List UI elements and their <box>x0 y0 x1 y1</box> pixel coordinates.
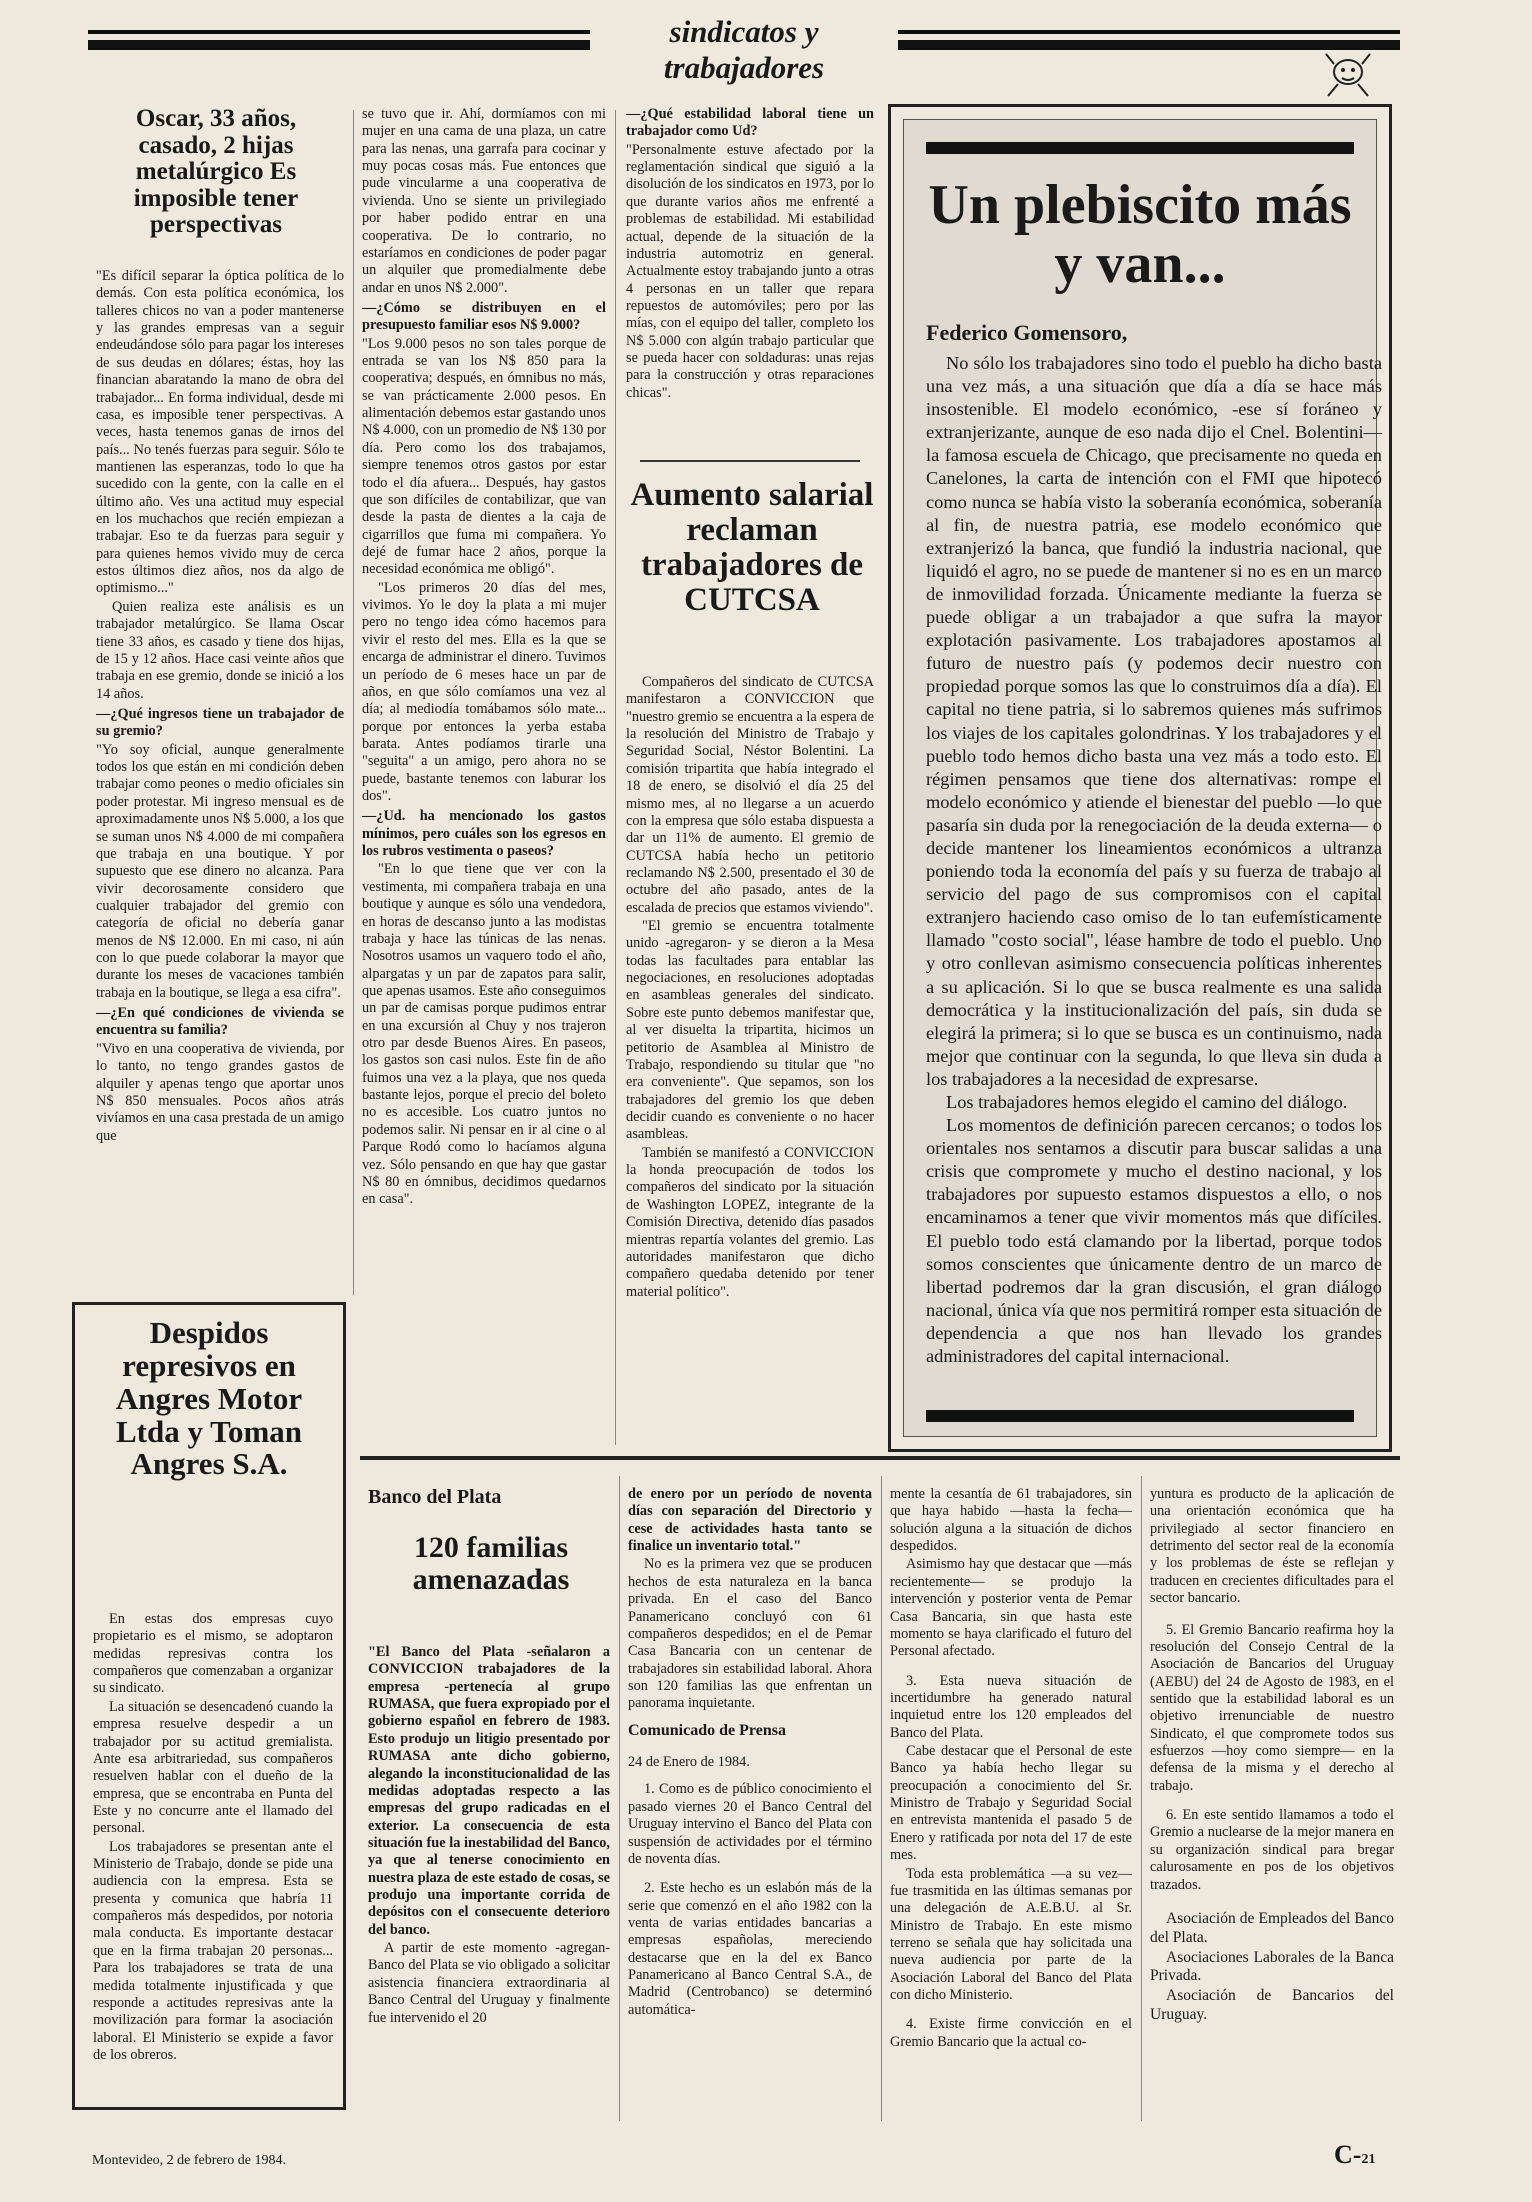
comunicado-item: 4. Existe firme convicción en el Gremio Bancario que la actual co- <box>890 2016 1132 2050</box>
banco-column-2 <box>628 1486 872 2122</box>
banco-paragraph: Cabe destacar que el Personal de este Banco ya había hecho llegar su preocupación a conocimiento del Sr. Ministro de Trabajo y Seguridad Social en entrevista mantenida el pasado 5 de Enero y ratificada por nota del 17 de este mes. <box>890 1743 1132 1864</box>
cutcsa-body <box>626 674 874 1448</box>
banco-column-1 <box>368 1644 610 2122</box>
oscar-paragraph: "Es difícil separar la óptica política de lo demás. Con esta política económica, los talleres chicos no van a poder mantenerse y las grandes empresas van a seguir endeudándose sólo para pagar los intereses de sus deudas en dólares; éstas, hoy las financian abaratando la mano de obra del trabajador... En forma individual, desde mi casa, es imposible tener perspectivas. A veces, hasta tenemos ganas de irnos del país... No tenés fuerzas para seguir. Sólo te mantienen las esperanzas, todo lo que ha sucedido con la gente, con la calle en el último año. Ves una actitud muy especial en los muchachos que recién empiezan a trabajar. Eso te da fuerzas para seguir y para quienes hemos vivido muy de cerca estos últimos diez años, nos da algo de optimismo..." <box>96 268 344 597</box>
banco-column-4 <box>1150 1486 1394 2122</box>
oscar-column-3 <box>626 106 874 456</box>
plebiscito-paragraph: Los trabajadores hemos elegido el camino del diálogo. <box>946 1092 1348 1112</box>
mascot-illustration-icon <box>1318 50 1378 102</box>
banco-top-rule <box>360 1456 1400 1460</box>
oscar-answer: "Yo soy oficial, aunque generalmente todos los que están en mi condición deben trabajar como peones o medio oficiales sin poder protestar. Mi ingreso mensual es de aproximadamente unos N$ 5.000, a los que se suman unos N$ 4.000 de mi compañera que trabaja en una boutique. Y por supuesto que ese dinero no alcanza. Para vivir decorosamente considero que cualquier trabajador del gremio con categoría de oficial no debería ganar menos de N$ 12.000. En mi caso, ni aún con lo que puede colaborar la mayor que durante los meses de vacaciones también trabaja en la boutique, se llega a esa cifra". <box>96 741 344 1001</box>
comunicado-item: 2. Este hecho es un eslabón más de la serie que comenzó en el año 1982 con la venta de varias entidades bancarias a empresas españolas, mereciendo destacarse que en la del ex Banco Panamericano al Banco Central S.A., de Madrid (Centrobanco) se determinó automática- <box>628 1880 872 2018</box>
oscar-answer: "Los 9.000 pesos no son tales porque de entrada se van los N$ 850 para la cooperativa; después, en ómnibus no más, se van prácticamente 2.000 pesos. En alimentación debemos estar gastando unos N$ 4.000, con un promedio de N$ 130 por día. Pero como los dos trabajamos, siempre tenemos otros gastos por estar todo el día afuera... Después, hay gastos que son difíciles de contabilizar, que van desde la pasta de dientes a la caja de cigarrillos que fuma mi compañera. Yo dejé de fumar hace 2 años, porque la necesidad económica me obligó". <box>362 335 606 578</box>
page-number-value: 21 <box>1361 2152 1376 2167</box>
signature: Asociaciones Laborales de la Banca Privada. <box>1150 1948 1394 1985</box>
banco-paragraph-bold: de enero por un período de noventa días con separación del Directorio y cese de actividades hasta tanto se finalice un inventario total." <box>628 1486 872 1555</box>
page-number: C-21 <box>1334 2140 1376 2169</box>
despidos-body <box>93 1611 333 2101</box>
column-divider <box>353 110 354 1295</box>
plebiscito-box <box>888 104 1392 1452</box>
oscar-column-2 <box>362 106 606 1446</box>
banco-lead: "El Banco del Plata -señalaron a CONVICCION trabajadores de la empresa -pertenecía al grupo RUMASA, que fuera expropiado por el gobierno español en febrero de 1983. Esto produjo un litigio presentado por RUMASA ante dicho gobierno, alegando la inconstitucionalidad de las medidas adoptadas respecto a las empresas del grupo radicadas en el exterior. La consecuencia de esta situación fue la inestabilidad del Banco, ya que al tenerse conocimiento en nuestra plaza de este estado de cosas, se produjo una importante corrida de depósitos con el consecuente deterioro del banco. <box>368 1644 610 1938</box>
comunicado-item: 6. En este sentido llamamos a todo el Gremio a nuclearse de la mejor manera en su organización sindical para bregar calurosamente en pos de los objetivos trazados. <box>1150 1807 1394 1893</box>
article-divider <box>640 460 860 462</box>
comunicado-title: Comunicado de Prensa <box>628 1721 786 1739</box>
banco-paragraph: mente la cesantía de 61 trabajadores, sin que haya habido —hasta la fecha— solución alguna a la situación de dichos despedidos. <box>890 1486 1132 1555</box>
signature: Asociación de Bancarios del Uruguay. <box>1150 1987 1394 2024</box>
cutcsa-paragraph: Compañeros del sindicato de CUTCSA manifestaron a CONVICCION que "nuestro gremio se encuentra a la espera de la resolución del Ministro de Trabajo y Seguridad Social, Néstor Bolentini. La comisión tripartita que había integrado el 18 de enero, se disolvió el día 25 del mismo mes, al no llegarse a un acuerdo con la empresa que sólo estaba dispuesta a dar un 11% de aumento. El gremio de CUTCSA había hecho un petitorio reclamando N$ 2.500, presentado el 30 de octubre del año pasado, antes de la escalada de precios que estamos viviendo". <box>626 674 874 916</box>
oscar-answer: "En lo que tiene que ver con la vestimenta, mi compañera trabaja en una boutique y aunque es sólo una vendedora, en horas de descanso junto a las modistas trabaja y hace las túnicas de las nenas. Nosotros usamos un vaquero todo el año, alpargatas y un par de zapatos para salir, que apenas usamos. Este año conseguimos un par de camisas porque pudimos entrar en una excursión al Chuy y nos trajeron otro par desde Buenos Aires. En paseos, los gastos son casi nulos. Este fin de año fuimos una vez a la playa, que nos queda bastante lejos, porque el precio del boleto no es accesible. Los cuatro juntos no podemos salir. Ni pensar en ir al cine o al Parque Rodó como lo hacíamos alguna vez. Sólo pensando en que hay que gastar N$ 80 en ómnibus, decidimos quedarnos en casa". <box>362 861 606 1208</box>
masthead-bar-right <box>898 30 1400 50</box>
oscar-answer: "Los primeros 20 días del mes, vivimos. Yo le doy la plata a mi mujer pero no tengo idea cómo hacemos para vivir el resto del mes. Ella es la que se encarga de administrar el dinero. Tuvimos un período de 6 meses hace un par de años, en que sólo comíamos una vez al día; al mediodía tomábamos sólo mate... porque por entonces la yerba estaba barata. Antes podíamos tirarle una "seguita" a un amigo, pero ahora no se puede, bastante tenemos con laburar los dos". <box>362 579 606 805</box>
banco-paragraph: A partir de este momento -agregan- Banco del Plata se vio obligado a solicitar asistencia financiera extraordinaria al Banco Central del Uruguay y finalmente fue intervenido el 20 <box>368 1940 610 2026</box>
cutcsa-headline: Aumento salarial reclaman trabajadores de CUTCSA <box>630 477 874 618</box>
despidos-paragraph: La situación se desencadenó cuando la empresa resuelve despedir a un trabajador por su actitud gremialista. Ante esa arbitrariedad, sus compañeros resuelven hablar con el dueño de la empresa, que se encontraba en Punta del Este y no concurre ante el llamado del personal. <box>93 1698 333 1837</box>
dateline: Montevideo, 2 de febrero de 1984. <box>92 2153 286 2168</box>
comunicado-item: 1. Como es de público conocimiento el pasado viernes 20 el Banco Central del Uruguay intervino el Banco del Plata con suspensión de actividades por el término de noventa días. <box>628 1781 872 1867</box>
page-mark: C <box>1334 2140 1353 2169</box>
section-title: sindicatos y trabajadores <box>663 14 825 85</box>
oscar-answer: "Vivo en una cooperativa de vivienda, por lo tanto, no tengo grandes gastos de alquiler y apenas tengo que aportar unos N$ 850 mensuales. Pocos años atrás vivíamos en una casa prestada de un amigo que <box>96 1040 344 1144</box>
comunicado-date: 24 de Enero de 1984. <box>628 1754 750 1771</box>
oscar-question: —¿En qué condiciones de vivienda se encuentra su familia? <box>96 1005 344 1039</box>
oscar-question: —¿Qué ingresos tiene un trabajador de su gremio? <box>96 705 344 740</box>
banco-paragraph: yuntura es producto de la aplicación de una orientación económica que ha privilegiado al sector financiero en detrimento del sector real de la economía y los problemas de éste se reflejan y traducen en crecientes dificultades para el sector bancario. <box>1150 1486 1394 1607</box>
banco-paragraph: Toda esta problemática —a su vez— fue trasmitida en las últimas semanas por una delegación de A.E.B.U. al Sr. Ministro de Trabajo. En este mismo terreno se señala que hay solicitada una nueva audiencia por parte de la Asociación Laboral del Banco del Plata con dicho Ministerio. <box>890 1865 1132 2004</box>
despidos-paragraph: Los trabajadores se presentan ante el Ministerio de Trabajo, donde se pide una audiencia con la empresa. Esta se presenta y comunica que habría 11 compañeros más despedidos, por notoria mala conducta. Es importante destacar que en la firma trabajan 20 personas... Para los trabajadores se trata de una medida totalmente injustificada y que responde a actitudes represivas ante la movilización para formar la asociación laboral. El Ministerio se expide a favor de los obreros. <box>93 1838 333 2063</box>
comunicado-item: 3. Esta nueva situación de incertidumbre ha generado natural inquietud entre los 120 empleados del Banco del Plata. <box>890 1672 1132 1741</box>
column-divider <box>615 110 616 1445</box>
column-divider <box>619 1476 620 2121</box>
signature: Asociación de Empleados del Banco del Plata. <box>1150 1909 1394 1946</box>
despidos-box <box>72 1302 346 2110</box>
banco-headline: 120 familias amenazadas <box>412 1531 570 1596</box>
oscar-answer: "Personalmente estuve afectado por la reglamentación sindical que siguió a la disolución de los sindicatos en 1973, por lo que durante varios años me enfrenté a problemas de estabilidad. Mi estabilidad actual, depende de la situación de la industria automotriz en general. Actualmente estoy trabajando junto a otras 4 personas en un taller que repara repuestos de automóviles; pero por las mías, con el equipo del taller, completo los N$ 5.000 con algún trabajo particular que se pueda hacer con soldaduras: unas rejas para la construcción y otras reparaciones chicas". <box>626 141 874 401</box>
plebiscito-paragraph: Los momentos de definición parecen cercanos; o todos los orientales nos sentamos a discutir para buscar salidas a una crisis que compromete y mucho el destino nacional, y los trabajadores por supuesto estamos dispuestos a ello, o nos encaminamos a tener que vivir momentos más que difíciles. El pueblo todo está clamando por la libertad, porque todos somos conscientes que únicamente dentro de un marco de libertad podremos dar la gran discusión, el gran diálogo nacional, única vía que nos permitirá romper esta situación de dependencia a que nos han llevado los grandes administradores del capital internacional. <box>926 1115 1382 1367</box>
oscar-column-1 <box>96 268 344 1292</box>
oscar-question: —¿Ud. ha mencionado los gastos mínimos, pero cuáles son los egresos en los rubros vestimenta o paseos? <box>362 808 606 860</box>
column-divider <box>1141 1476 1142 2121</box>
cutcsa-paragraph: "El gremio se encuentra totalmente unido -agregaron- y se dieron a la Mesa todas las facultades para entablar las negociaciones, en resoluciones adoptadas en asambleas generales del sindicato. Sobre este punto debemos manifestar que, al ver disuelta la tripartita, hicimos un petitorio de Asamblea al Ministro de Trabajo, respondiendo su titular que "no era conveniente". Que sepamos, son los trabajadores del gremio los que deben decidir cuando es conveniente o no hacer asambleas. <box>626 918 874 1143</box>
banco-kicker: Banco del Plata <box>368 1486 502 1508</box>
plebiscito-title: Un plebiscito más y van... <box>928 174 1352 295</box>
despidos-paragraph: En estas dos empresas cuyo propietario es el mismo, se adoptaron medidas represivas contra los compañeros que comenzaban a organizar su sindicato. <box>93 1611 333 1697</box>
banco-column-3 <box>890 1486 1132 2122</box>
oscar-headline: Oscar, 33 años, casado, 2 hijas metalúrgico Es imposible tener perspectivas <box>133 105 299 238</box>
banco-paragraph: Asimismo hay que destacar que —más recientemente— se produjo la intervención y posterior venta de Pemar Casa Bancaria, sin que hasta este momento se haya clarificado el futuro del Personal afectado. <box>890 1556 1132 1660</box>
oscar-paragraph: se tuvo que ir. Ahí, dormíamos con mi mujer en una cama de una plaza, un catre para las nenas, una garrafa para cocinar y muy pocas cosas más. Fue entonces que pude vincularme a una cooperativa de vivienda. Uno se siente un privilegiado por haber podido entrar en una cooperativa. De lo contrario, no estaríamos en condiciones de poder pagar un alquiler que promedialmente debe andar en unos N$ 2.000". <box>362 106 606 296</box>
oscar-question: —¿Qué estabilidad laboral tiene un trabajador como Ud? <box>626 106 874 140</box>
column-divider <box>881 1476 882 2121</box>
masthead-bar-left <box>88 30 590 50</box>
box-rule-bottom <box>926 1410 1354 1422</box>
despidos-headline: Despidos represivos en Angres Motor Ltda y Toman Angres S.A. <box>115 1315 303 1482</box>
plebiscito-body <box>926 352 1382 1432</box>
masthead <box>88 14 1400 85</box>
plebiscito-author: Federico Gomensoro, <box>926 320 1128 345</box>
box-rule-top <box>926 142 1354 154</box>
banco-paragraph: No es la primera vez que se producen hechos de esta naturaleza en la banca privada. En el caso del Banco Panamericano concluyó con 61 compañeros despedidos; en el de Pemar Casa Bancaria con un centenar de trabajadores sin estabilidad laboral. Ahora son 120 familias las que enfrentan un panorama inquietante. <box>628 1556 872 1712</box>
cutcsa-paragraph: También se manifestó a CONVICCION la honda preocupación de todos los compañeros del sindicato por la situación de Washington LOPEZ, integrante de la Comisión Directiva, detenido días pasados mientras repartía volantes del gremio. Las autoridades manifestaron que dicho compañero quedaba detenido por tener material político". <box>626 1144 874 1300</box>
oscar-paragraph: Quien realiza este análisis es un trabajador metalúrgico. Se llama Oscar tiene 33 años, es casado y tiene dos hijas, de 15 y 12 años. Hace casi veinte años que trabaja en ese gremio, donde se inició a los 14 años. <box>96 598 344 702</box>
plebiscito-paragraph: No sólo los trabajadores sino todo el pueblo ha dicho basta una vez más, a una situación que día a día se hace más insostenible. El modelo económico, -ese sí foráneo y extranjerizante, aunque de eso nada dijo el Cnel. Bolentini— la famosa escuela de Chicago, que precisamente no queda en Canelones, la carta de intención con el FMI que hipotecó como nunca se había visto la soberanía económica, soberanía al fin, de nuestra patria, ese modelo económico que extranjerizó la banca, que fundió la industria nacional, que liquidó el agro, no se puede de mantener si no es en un marco de inmovilidad forzada. Únicamente mediante la fuerza se puede obligar a un trabajador a que sufra la mayor explotación pasivamente. Los trabajadores apostamos al futuro de nuestro país (y podemos decir nuestro con propiedad porque somos las que lo construimos día a día). El capital no tiene patria, si lo sabremos quienes más sufrimos los viajes de los capitales golondrinas. Y los trabajadores y el pueblo todo hemos dicho basta una vez más a todo esto. El régimen pensamos que tiene dos alternativas: rompe el modelo económico y atiende el bienestar del pueblo —lo que pasaría sin duda por la renegociación de la deuda externa— o decide mantener los lineamientos económicos a ultranza poniendo toda la economía del país y su fuerza de trabajo al servicio del pago de sus compromisos con el capital extranjero haciendo caso omiso de lo tan eufemísticamente llamado "costo social", léase hambre de todo el pueblo. Uno y otro conllevan asimismo consecuencia políticas inherentes a su aplicación. Si lo que se busca realmente es una salida democrática y la institucionalización del país, sin duda se elegirá la primera; si lo que se busca es un continuismo, nada mejor que continuar con la segunda, lo que lleva sin duda a los trabajadores a la necesidad de expresarse. <box>926 353 1382 1089</box>
oscar-question: —¿Cómo se distribuyen en el presupuesto familiar esos N$ 9.000? <box>362 299 606 334</box>
comunicado-item: 5. El Gremio Bancario reafirma hoy la resolución del Consejo Central de la Asociación de Bancarios del Uruguay (AEBU) del 24 de Agosto de 1983, en el sentido que la estabilidad laboral es un objetivo irrenunciable de nuestro Sindicato, el que compromete todos sus esfuerzos —hoy como siempre— en la defensa de la misma y el derecho al trabajo. <box>1150 1621 1394 1794</box>
